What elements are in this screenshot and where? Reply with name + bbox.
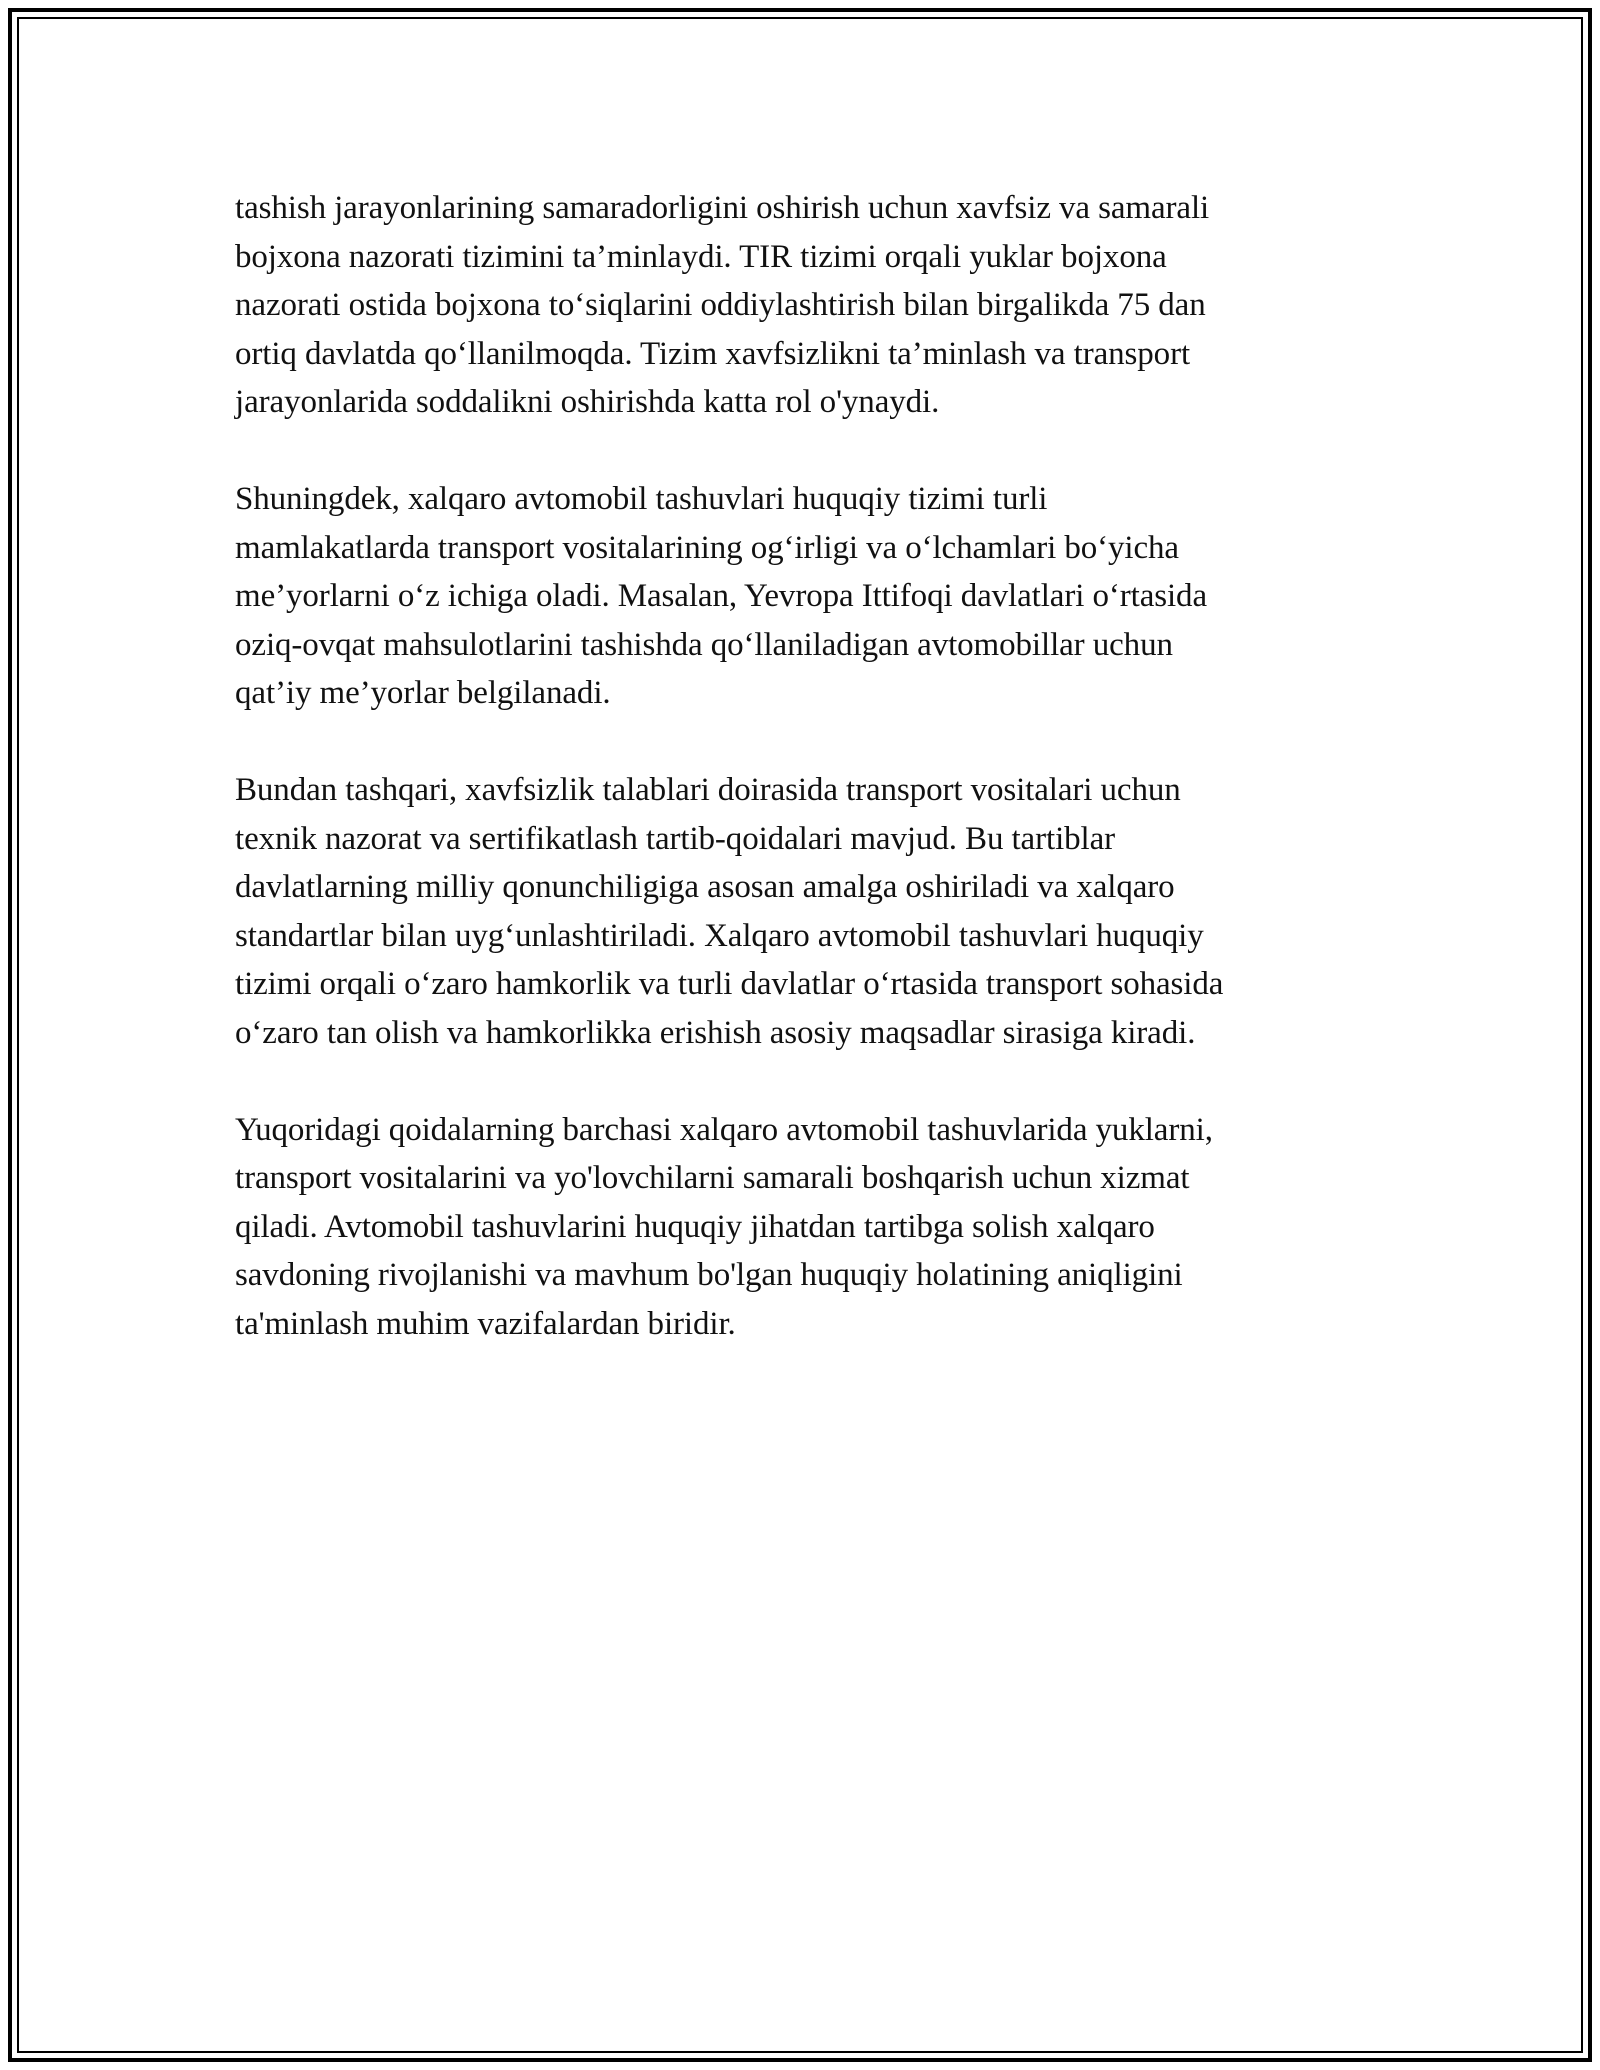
text-line: texnik nazorat va sertifikatlash tartib-qoidalari mavjud. Bu tartiblar: [235, 820, 1116, 857]
text-line: standartlar bilan uyg‘unlashtiriladi. Xalqaro avtomobil tashuvlari huquqiy: [235, 917, 1204, 954]
paragraph-tir-system: [235, 184, 1365, 427]
text-line: o‘zaro tan olish va hamkorlikka erishish asosiy maqsadlar sirasiga kiradi.: [235, 1014, 1196, 1051]
text-line: mamlakatlarda transport vositalarining og‘irligi va o‘lchamlari bo‘yicha: [235, 529, 1179, 566]
paragraph-conclusion: [235, 1106, 1365, 1349]
document-body: [235, 184, 1365, 1397]
text-line: nazorati ostida bojxona to‘siqlarini oddiylashtirish bilan birgalikda 75 dan: [235, 287, 1206, 323]
text-line: Shuningdek, xalqaro avtomobil tashuvlari huquqiy tizimi turli: [235, 481, 1048, 517]
text-line: bojxona nazorati tizimini ta’minlaydi. TIR tizimi orqali yuklar bojxona: [235, 238, 1167, 275]
text-line: jarayonlarida soddalikni oshirishda katta rol o'ynaydi.: [235, 384, 940, 420]
text-line: tizimi orqali o‘zaro hamkorlik va turli davlatlar o‘rtasida transport sohasida: [235, 966, 1224, 1002]
text-line: transport vositalarini va yo'lovchilarni samarali boshqarish uchun xizmat: [235, 1160, 1190, 1196]
text-line: qiladi. Avtomobil tashuvlarini huquqiy jihatdan tartibga solish xalqaro: [235, 1208, 1155, 1245]
text-line: ortiq davlatda qo‘llanilmoqda. Tizim xavfsizlikni ta’minlash va transport: [235, 335, 1191, 372]
text-line: oziq-ovqat mahsulotlarini tashishda qo‘llaniladigan avtomobillar uchun: [235, 626, 1173, 663]
text-line: tashish jarayonlarining samaradorligini oshirish uchun xavfsiz va samarali: [235, 190, 1210, 226]
text-line: Yuqoridagi qoidalarning barchasi xalqaro avtomobil tashuvlarida yuklarni,: [235, 1111, 1213, 1148]
text-line: me’yorlarni o‘z ichiga oladi. Masalan, Yevropa Ittifoqi davlatlari o‘rtasida: [235, 578, 1208, 614]
text-line: davlatlarning milliy qonunchiligiga asosan amalga oshiriladi va xalqaro: [235, 869, 1175, 905]
text-line: qat’iy me’yorlar belgilanadi.: [235, 675, 611, 711]
text-line: savdoning rivojlanishi va mavhum bo'lgan huquqiy holatining aniqligini: [235, 1257, 1183, 1293]
text-line: ta'minlash muhim vazifalardan biridir.: [235, 1305, 736, 1342]
paragraph-vehicle-norms: [235, 475, 1365, 718]
text-line: Bundan tashqari, xavfsizlik talablari doirasida transport vositalari uchun: [235, 772, 1181, 808]
paragraph-technical-control: [235, 766, 1365, 1057]
